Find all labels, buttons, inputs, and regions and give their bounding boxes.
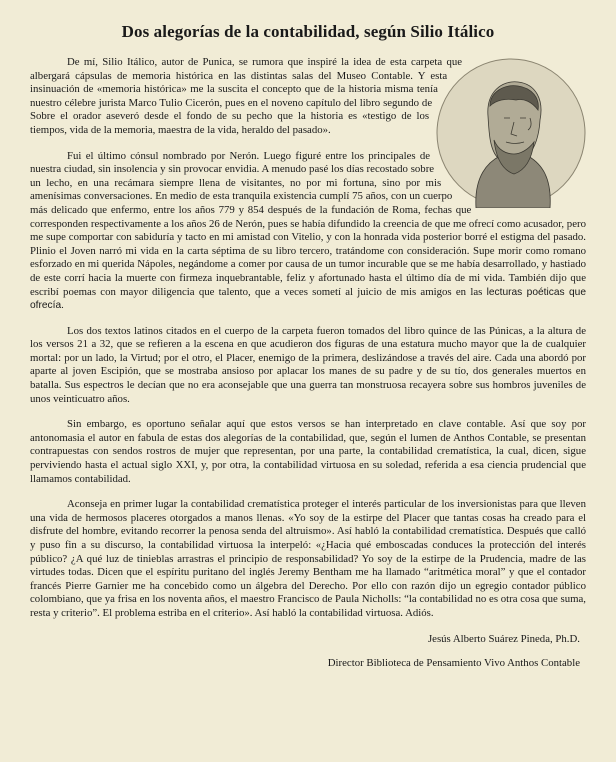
document-title: Dos alegorías de la contabilidad, según Silio Itálico [121, 22, 495, 41]
signature-role: Director Biblioteca de Pensamiento Vivo Anthos Contable [327, 656, 580, 669]
paragraph-4: Sin embargo, es oportuno señalar aquí que estos versos se han interpretado en clave contable. Así que soy por antonomasia el autor en fabula de estas dos alegorías de la contabilidad, que, según el lumen de Anthos Contable, se presentan contrapuestas con sendos rostros de mujer que representan, por una parte, la contabilidad crematística, la cual, dicen, sigue perviviendo hasta el actual siglo XXI, y, por otra, la contabilidad virtuosa en su soledad, referida a esa ciencia prudencial que llamamos contabilidad. [30, 418, 586, 485]
paragraph-5: Aconseja en primer lugar la contabilidad crematística proteger el interés particular de los inversionistas para que lleven una vida de hermosos placeres otorgados a manos llenas. «Yo soy de la estirpe del Placer que tantas cosas ha creado para el disfrute del hombre, evitando recorrer la penosa senda del altruismo». Así habló la contabilidad crematística. Después que calló y puso fin a su discurso, la contabilidad virtuosa la interpeló: «¿Hacia qué emboscadas conduces la protección del interés público? ¿A qué luz de tinieblas arrastras el principio de responsabilidad? Yo soy de la estirpe de la Prudencia, madre de las virtudes todas. Dicen que el espíritu puritano del inglés Jeremy Bentham me ha llamado “aritmética moral” y que el contador francés Pierre Garnier me ha concebido como un álgebra del Derecho. Por ello con razón dijo un egregio contador público colombiano, que ya frisa en los noventa años, el maestro Francisco de Paula Nicholls: “la contabilidad no es otra cosa que suma, resta y criterio”. El problema estriba en el criterio». Así habló la contabilidad virtuosa. Adiós. [30, 498, 586, 619]
silius-italicus-portrait [436, 58, 586, 208]
signature-name: Jesús Alberto Suárez Pineda, Ph.D. [427, 632, 580, 645]
paragraph-2-sans-text: lecturas poéticas que ofrecía. [30, 286, 586, 312]
paragraph-1: De mí, Silio Itálico, autor de Punica, se rumora que inspiré la idea de esta carpeta que albergará cápsulas de memoria histórica en las distintas salas del Museo Contable. Y esta insinuación de «memoria histórica» me la suscita el concepto que de la historia misma tenía nuestro célebre jurista Marco Tulio Cicerón, pues en el noveno capítulo del libro segundo de Sobre el orador aseveró desde el fondo de su pecho que la historia es «testigo de los tiempos, vida de la memoria, maestra de la vida, heraldo del pasado». [30, 56, 463, 136]
paragraph-2-text: Fui el último cónsul nombrado por Nerón. Luego figuré entre los principales de nuestra ciudad, sin insolencia y sin provocar envidia. A menudo pasé los días recostado sobre un lecho, en una recámara siempre llena de visitantes, no por mi fortuna, sino por mis amenísimas conversaciones. En medio de esta tranquila existencia cumplí 75 años, con un cuerpo más delicado que enfermo, entre los años 779 y 854 después de la fundación de Roma, fechas que corresponden respectivamente a los años 26 de Nerón, pues se había difundido la creencia de que me ofrecí como acusador, pero me supe comportar con sabiduría y tacto en mi amistad con Vitelio, y con la honrada vida posterior borré el estigma del pasado. Plinio el Joven narró mi vida en la carta séptima de su libro tercero, tratándome con consideración. Supe morir como romano esforzado en mi querida Nápoles, negándome a comer por causa de un tumor incurable que se me había desarrollado, y hastiado de este corrí hacia la muerte con firmeza inquebrantable, feliz y afortunado hasta el último día de mi vida. También dijo que escribí poemas con mayor diligencia que talento, que a veces sometí al juicio de mis amigos en las [30, 149, 586, 298]
paragraph-3: Los dos textos latinos citados en el cuerpo de la carpeta fueron tomados del libro quince de las Púnicas, a la altura de los versos 21 a 32, que se refieren a la escena en que acudieron dos figuras de una estatura mucho mayor que la de cualquier mortal: por un lado, la Virtud; por el otro, el Placer, enemigo de la primera, deslizándose a través del aire. Cada una abordó por aparte al joven Escipión, que se mostraba ansioso por aplacar los manes de su padre y de su tío, dos generales muertos en batalla. Sus espectros le decían que no era aconsejable que una guerra tan monstruosa recayera sobre sus hombros juveniles de unos veinticuatro años. [30, 324, 586, 405]
